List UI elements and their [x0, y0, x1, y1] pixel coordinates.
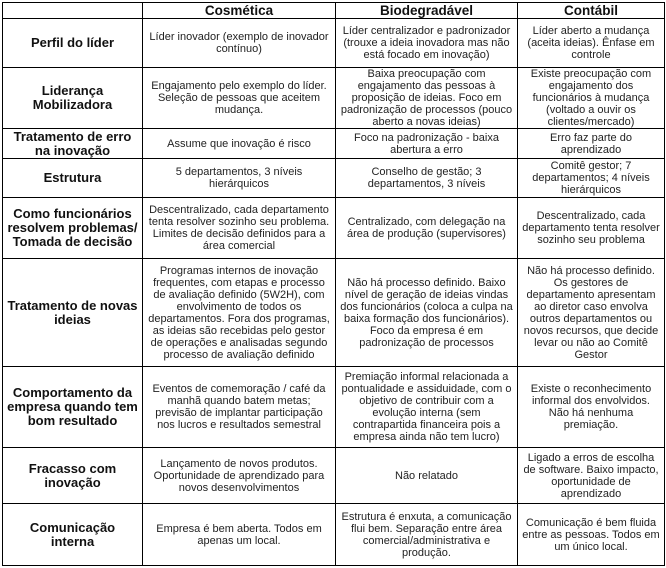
cell-cosmetica: Líder inovador (exemplo de inovador contínuo): [143, 19, 336, 68]
cell-cosmetica: Assume que inovação é risco: [143, 129, 336, 159]
cell-biodegradavel: Estrutura é enxuta, a comunicação flui bem. Separação entre área comercial/administrativa e produção.: [336, 504, 518, 566]
cell-biodegradavel: Centralizado, com delegação na área de produção (supervisores): [336, 198, 518, 259]
cell-contabil: Não há processo definido. Os gestores de departamento apresentam ao diretor caso envolva outros departamentos ou novos recursos, que decide levar ou não ao Comitê Gestor: [518, 259, 665, 367]
row-label: Estrutura: [3, 159, 143, 198]
cell-cosmetica: Programas internos de inovação frequentes, com etapas e processo de avaliação definido (5W2H), com envolvimento de todos os departamentos. Fora dos programas, as ideias são recebidas pelo gestor de operações e analisadas segundo processo de avaliação definido: [143, 259, 336, 367]
cell-contabil: Erro faz parte do aprendizado: [518, 129, 665, 159]
cell-contabil: Descentralizado, cada departamento tenta resolver sozinho seu problema: [518, 198, 665, 259]
row-label: Comunicação interna: [3, 504, 143, 566]
header-cosmetica: Cosmética: [143, 3, 336, 19]
table-row: [3, 19, 665, 68]
cell-biodegradavel: Foco na padronização - baixa abertura a erro: [336, 129, 518, 159]
header-empty: [3, 3, 143, 19]
table-row: [3, 259, 665, 367]
table-row: [3, 129, 665, 159]
cell-cosmetica: Descentralizado, cada departamento tenta resolver sozinho seu problema. Limites de decisão definidos para a área comercial: [143, 198, 336, 259]
cell-cosmetica: Eventos de comemoração / café da manhã quando batem metas; previsão de implantar participação nos lucros e resultados semestral: [143, 367, 336, 448]
cell-cosmetica: Empresa é bem aberta. Todos em apenas um local.: [143, 504, 336, 566]
table-row: [3, 198, 665, 259]
cell-cosmetica: 5 departamentos, 3 níveis hierárquicos: [143, 159, 336, 198]
cell-biodegradavel: Baixa preocupação com engajamento das pessoas à proposição de ideias. Foco em padronização de processos (pouco aberto a novas ideias): [336, 68, 518, 129]
cell-contabil: Comunicação é bem fluida entre as pessoas. Todos em um único local.: [518, 504, 665, 566]
cell-cosmetica: Engajamento pelo exemplo do líder. Seleção de pessoas que aceitem mudança.: [143, 68, 336, 129]
cell-contabil: Existe preocupação com engajamento dos funcionários à mudança (voltado a ouvir os clientes/mercado): [518, 68, 665, 129]
cell-contabil: Líder aberto a mudança (aceita ideias). Ênfase em controle: [518, 19, 665, 68]
header-biodegradavel: Biodegradável: [336, 3, 518, 19]
header-contabil: Contábil: [518, 3, 665, 19]
cell-contabil: Existe o reconhecimento informal dos envolvidos. Não há nenhuma premiação.: [518, 367, 665, 448]
cell-biodegradavel: Premiação informal relacionada a pontualidade e assiduidade, com o objetivo de contribuir com a evolução interna (sem contrapartida financeira pois a empresa ainda não tem lucro): [336, 367, 518, 448]
comparison-table: [2, 2, 665, 566]
table-row: [3, 68, 665, 129]
row-label: Como funcionários resolvem problemas/ Tomada de decisão: [3, 198, 143, 259]
row-label: Liderança Mobilizadora: [3, 68, 143, 129]
cell-contabil: Ligado a erros de escolha de software. Baixo impacto, oportunidade de aprendizado: [518, 448, 665, 504]
table-row: [3, 448, 665, 504]
row-label: Tratamento de novas ideias: [3, 259, 143, 367]
cell-biodegradavel: Líder centralizador e padronizador (trouxe a ideia inovadora mas não está focado em inovação): [336, 19, 518, 68]
table-row: [3, 367, 665, 448]
cell-biodegradavel: Não relatado: [336, 448, 518, 504]
table-row: [3, 159, 665, 198]
cell-contabil: Comitê gestor; 7 departamentos; 4 níveis hierárquicos: [518, 159, 665, 198]
header-row: [3, 3, 665, 19]
row-label: Perfil do líder: [3, 19, 143, 68]
cell-biodegradavel: Conselho de gestão; 3 departamentos, 3 níveis: [336, 159, 518, 198]
cell-cosmetica: Lançamento de novos produtos. Oportunidade de aprendizado para novos desenvolvimentos: [143, 448, 336, 504]
row-label: Fracasso com inovação: [3, 448, 143, 504]
table-row: [3, 504, 665, 566]
cell-biodegradavel: Não há processo definido. Baixo nível de geração de ideias vindas dos funcionários (coloca a culpa na baixa formação dos funcionários). Foco da empresa é em padronização de processos: [336, 259, 518, 367]
row-label: Tratamento de erro na inovação: [3, 129, 143, 159]
row-label: Comportamento da empresa quando tem bom resultado: [3, 367, 143, 448]
